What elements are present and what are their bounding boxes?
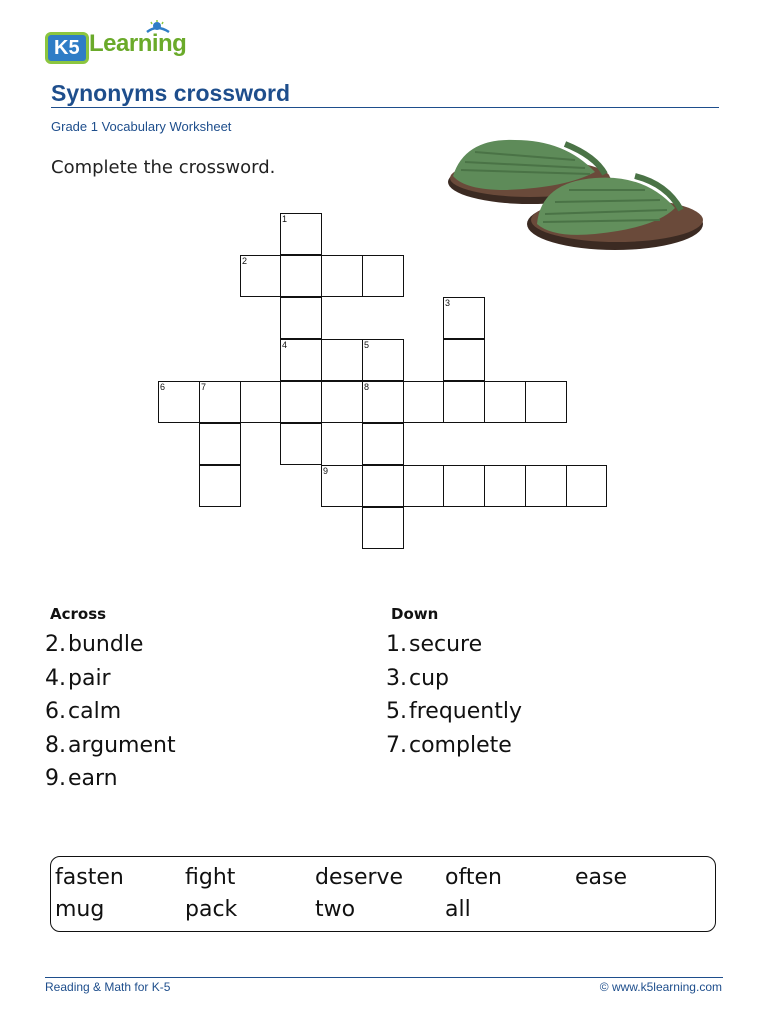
crossword-cell[interactable] (403, 465, 444, 507)
crossword-cell[interactable] (566, 465, 607, 507)
logo-k5-badge: K5 (45, 32, 89, 64)
clue-across-9: 9.earn (45, 766, 118, 791)
down-heading: Down (391, 605, 439, 623)
title-divider (51, 107, 719, 108)
instructions: Complete the crossword. (51, 157, 276, 178)
word-bank-item: deserve (315, 865, 404, 890)
crossword-cell[interactable] (280, 297, 322, 339)
clue-number: 8 (364, 382, 370, 392)
crossword-cell[interactable] (199, 423, 241, 465)
crossword-cell[interactable] (199, 465, 241, 507)
across-clues (40, 628, 176, 796)
crossword-cell[interactable] (484, 465, 526, 507)
clue-down-3: 3.cup (386, 665, 450, 691)
word-bank-item: two (315, 897, 356, 922)
word-bank (50, 856, 716, 932)
crossword-cell[interactable] (280, 213, 322, 255)
logo-wordmark: Learning (89, 30, 187, 57)
footer-website: © www.k5learning.com (599, 980, 722, 994)
clue-number: 4 (282, 340, 288, 350)
clue-across-6: 6.calm (45, 699, 122, 724)
word-bank-item: ease (575, 865, 628, 890)
crossword-cell[interactable] (525, 465, 567, 507)
clue-down-7: 7.complete (386, 732, 512, 758)
crossword-cell[interactable] (280, 255, 322, 297)
crossword-cell[interactable] (362, 381, 404, 423)
crossword-cell[interactable] (321, 465, 363, 507)
crossword-cell[interactable] (362, 507, 404, 549)
crossword-cell[interactable] (280, 339, 322, 381)
crossword-cell[interactable] (280, 423, 322, 465)
crossword-cell[interactable] (443, 297, 485, 339)
clue-number: 2 (242, 256, 248, 266)
crossword-cell[interactable] (158, 381, 200, 423)
clue-number: 1 (282, 214, 288, 224)
logo-figure-icon (143, 20, 173, 42)
crossword-cell[interactable] (443, 339, 485, 381)
clue-number: 6 (160, 382, 166, 392)
clue-down-1: 1.secure (386, 632, 483, 657)
crossword-cell[interactable] (362, 339, 404, 381)
clue-number: 5 (364, 340, 370, 350)
crossword-cell[interactable] (199, 381, 241, 423)
crossword-cell[interactable] (321, 339, 363, 381)
clue-down-5: 5.frequently (386, 699, 522, 724)
crossword-cell[interactable] (280, 381, 322, 423)
crossword-cell[interactable] (321, 255, 363, 297)
footer-tagline: Reading & Math for K-5 (45, 980, 171, 994)
clue-across-2: 2.bundle (45, 632, 144, 657)
crossword-cell[interactable] (240, 255, 281, 297)
word-bank-item: pack (185, 897, 238, 922)
crossword-cell[interactable] (240, 381, 281, 423)
clue-across-8: 8.argument (45, 732, 176, 758)
word-bank-item: fight (185, 865, 236, 890)
word-bank-item: mug (55, 897, 105, 922)
crossword-cell[interactable] (362, 255, 404, 297)
clue-number: 3 (445, 298, 451, 308)
across-heading: Across (50, 605, 107, 623)
crossword-cell[interactable] (403, 381, 444, 423)
crossword-cell[interactable] (321, 381, 363, 423)
clue-number: 7 (201, 382, 207, 392)
crossword-cell[interactable] (362, 423, 404, 465)
word-bank-item: often (445, 865, 502, 890)
crossword-cell[interactable] (362, 465, 404, 507)
word-bank-item: all (445, 897, 471, 922)
crossword-cell[interactable] (484, 381, 526, 423)
down-clues (381, 628, 522, 762)
crossword-cell[interactable] (443, 465, 485, 507)
page-subtitle: Grade 1 Vocabulary Worksheet (51, 119, 232, 134)
page-title: Synonyms crossword (51, 80, 291, 106)
clue-across-4: 4.pair (45, 665, 111, 691)
crossword-cell[interactable] (443, 381, 485, 423)
slippers-image (445, 132, 705, 257)
clue-number: 9 (323, 466, 329, 476)
word-bank-item: fasten (55, 865, 124, 890)
crossword-cell[interactable] (525, 381, 567, 423)
footer-divider (45, 977, 723, 978)
k5-learning-logo (45, 26, 205, 66)
